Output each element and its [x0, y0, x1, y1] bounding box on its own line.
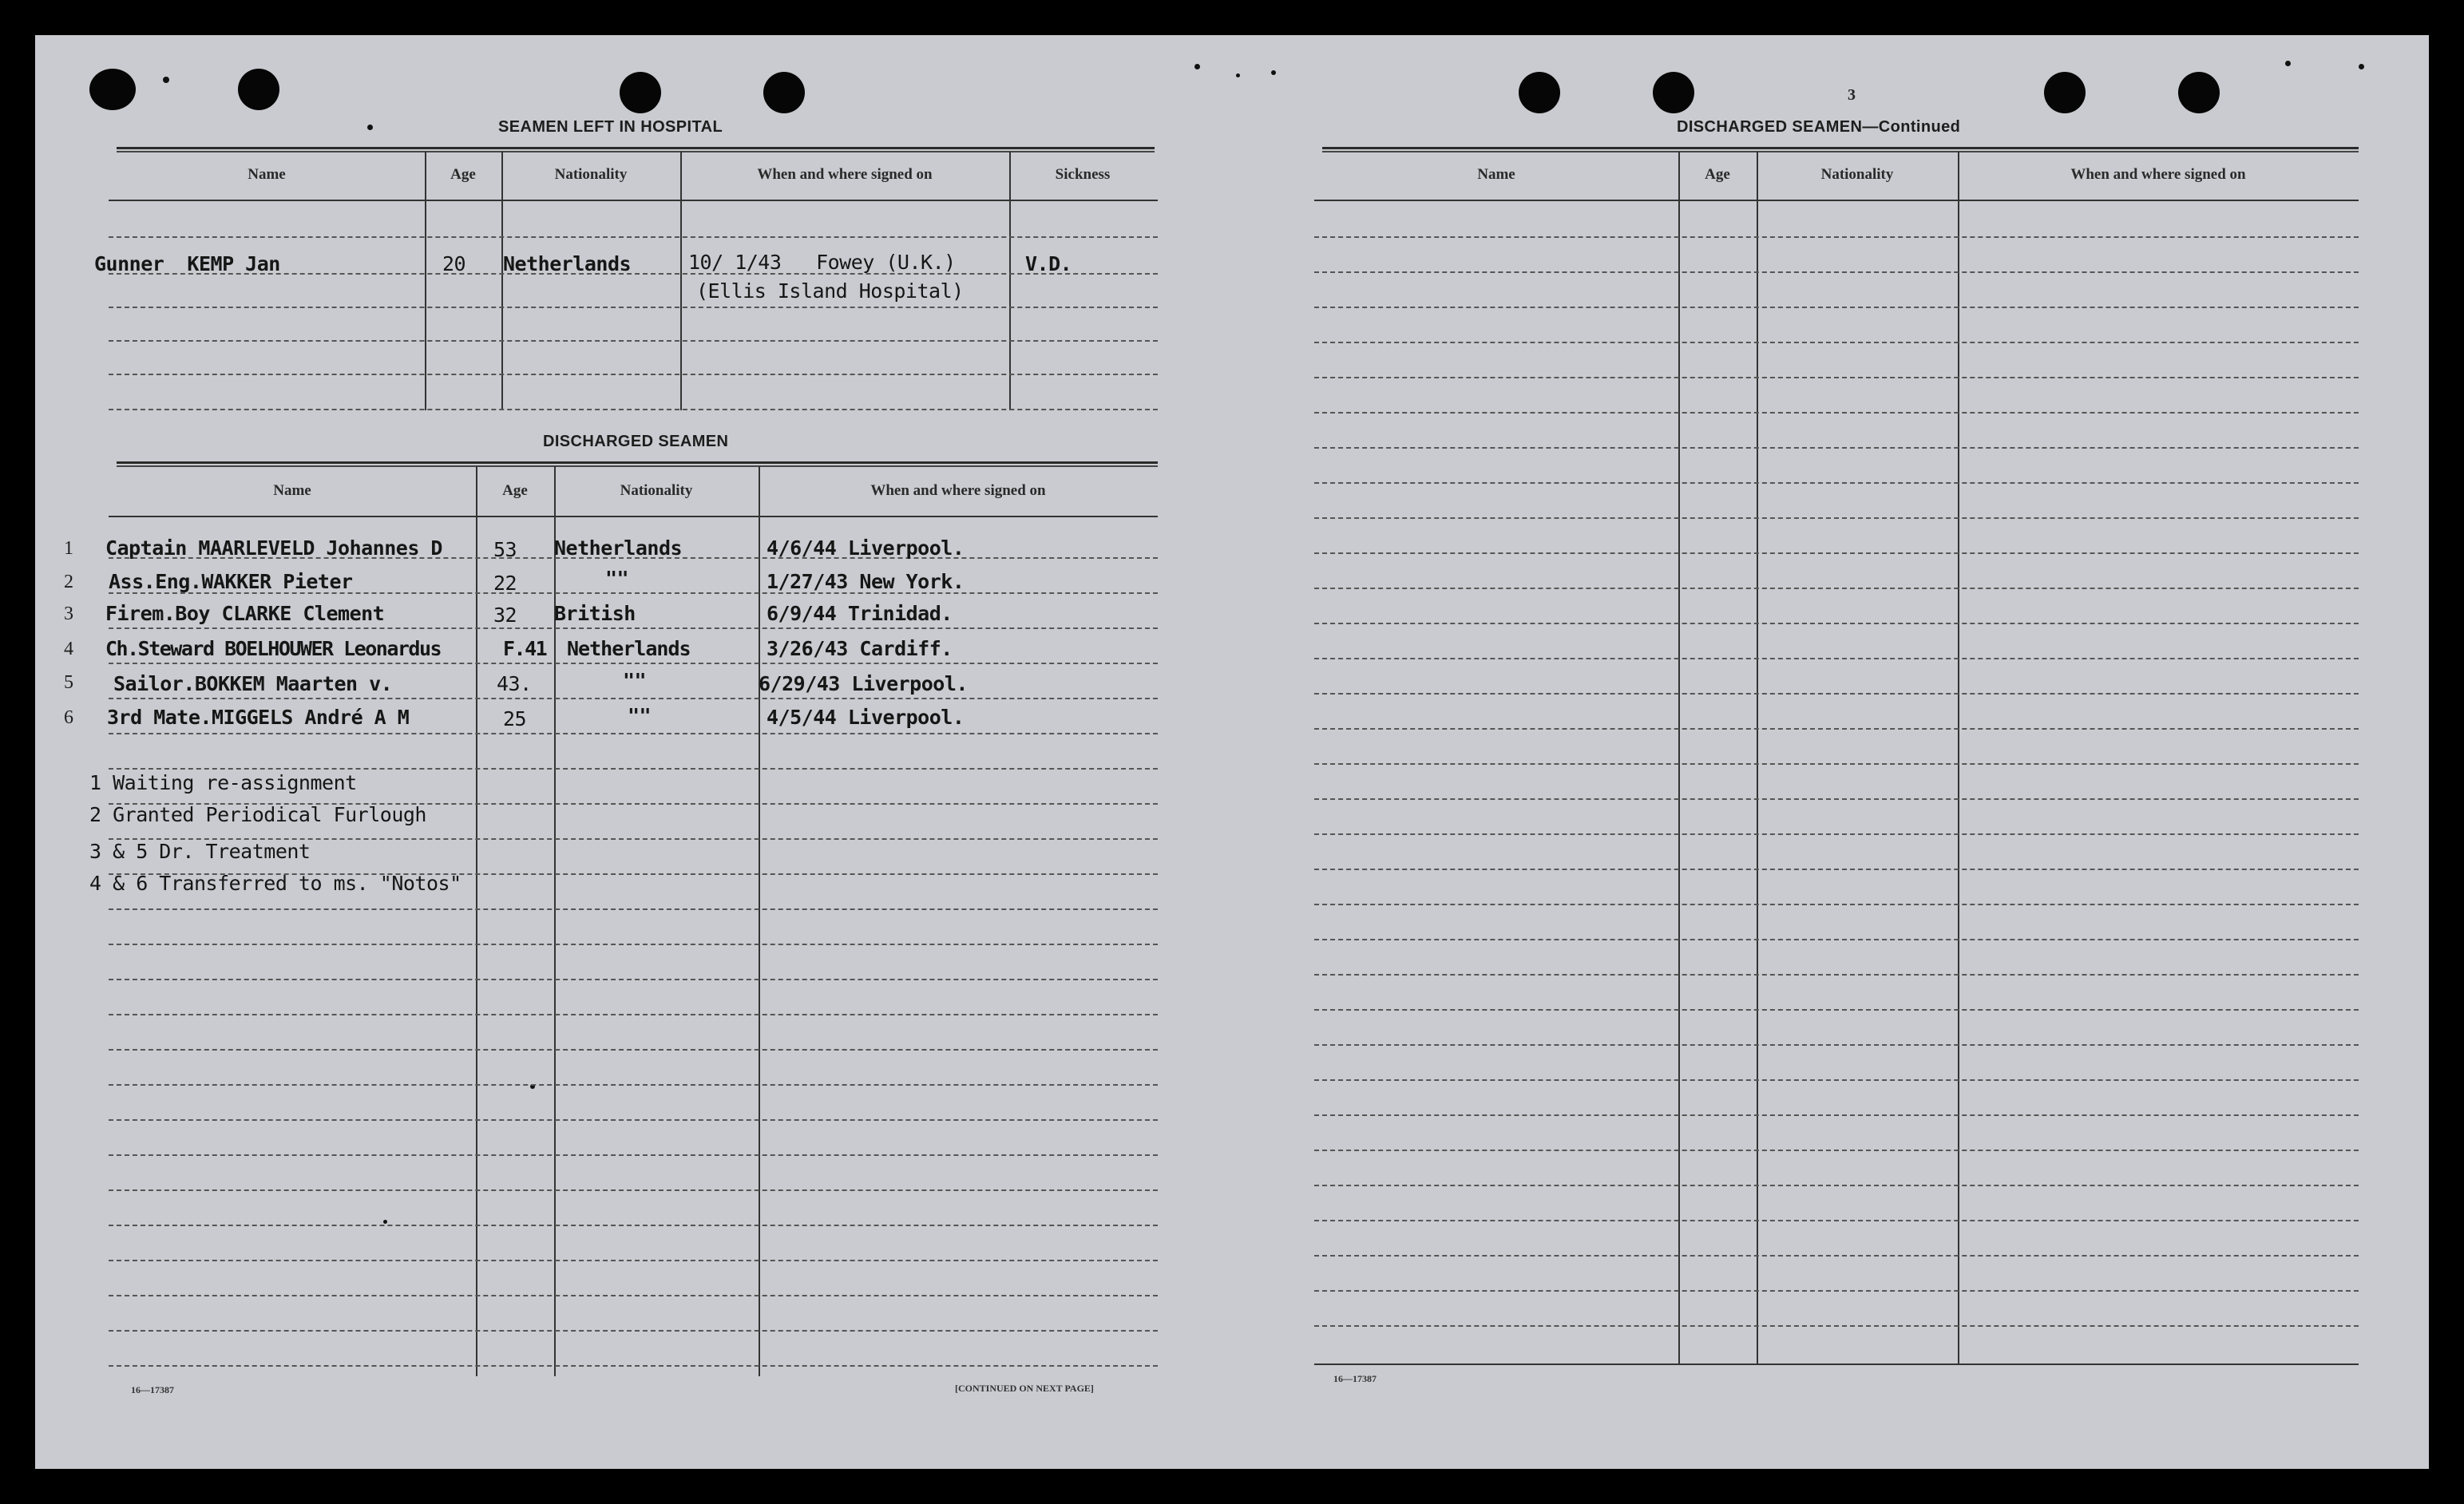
- header-underline: [109, 200, 1158, 201]
- right-header-age: Age: [1705, 166, 1730, 183]
- ruled-line: [109, 908, 1158, 910]
- hospital-entry-note: (Ellis Island Hospital): [696, 279, 964, 303]
- page-number: 3: [1848, 86, 1856, 104]
- entry-line: [109, 307, 1158, 308]
- speck: [2285, 61, 2291, 66]
- double-rule: [117, 147, 1155, 152]
- discharged-header-age: Age: [502, 482, 528, 499]
- form-number: 16—17387: [131, 1384, 174, 1395]
- form-number: 16—17387: [1333, 1373, 1377, 1384]
- ruled-line: [109, 1014, 1158, 1015]
- ruled-line: [1314, 552, 2359, 554]
- punch-hole: [763, 72, 805, 113]
- row-signed-on: 3/26/43 Cardiff.: [767, 637, 953, 660]
- ruled-line: [109, 1049, 1158, 1051]
- ruled-line: [1314, 728, 2359, 730]
- hospital-entry-age: 20: [442, 252, 466, 275]
- ruled-line: [109, 768, 1158, 770]
- ruled-line: [1314, 1255, 2359, 1257]
- ruled-line: [1314, 939, 2359, 940]
- column-divider: [1958, 152, 1959, 1365]
- punch-hole: [1653, 72, 1694, 113]
- row-age: 53: [493, 538, 517, 561]
- ruled-line: [1314, 1079, 2359, 1081]
- speck: [1236, 73, 1240, 77]
- ruled-line: [1314, 623, 2359, 624]
- ruled-line: [1314, 482, 2359, 484]
- ruled-line: [109, 1330, 1158, 1332]
- row-age: 32: [493, 604, 517, 627]
- ruled-line: [109, 979, 1158, 980]
- ruled-line: [109, 1119, 1158, 1121]
- entry-line: [109, 409, 1158, 410]
- punch-hole: [89, 69, 136, 110]
- column-divider: [425, 152, 426, 410]
- column-divider: [476, 466, 477, 1376]
- right-title-main: DISCHARGED SEAMEN: [1677, 118, 1863, 136]
- ruled-line: [1314, 447, 2359, 449]
- row-name: Firem.Boy CLARKE Clement: [105, 602, 385, 625]
- hospital-entry-name: Gunner KEMP Jan: [94, 252, 280, 275]
- discharge-note: 4 & 6 Transferred to ms. "Notos": [89, 872, 462, 895]
- ruled-line: [109, 1295, 1158, 1296]
- ruled-line: [1314, 342, 2359, 343]
- row-signed-on: 1/27/43 New York.: [767, 570, 965, 593]
- ruled-line: [1314, 517, 2359, 519]
- ruled-line: [1314, 236, 2359, 238]
- header-underline: [1314, 200, 2359, 201]
- ruled-line: [109, 698, 1158, 699]
- row-nationality: "": [605, 567, 629, 590]
- row-name: Captain MAARLEVELD Johannes D: [105, 536, 442, 560]
- row-age: 22: [493, 572, 517, 595]
- ruled-line: [1314, 588, 2359, 589]
- right-title-suffix: —Continued: [1862, 118, 1961, 136]
- row-name: 3rd Mate.MIGGELS André A M: [107, 706, 410, 729]
- discharged-section-title: DISCHARGED SEAMEN: [543, 433, 729, 450]
- ruled-line: [1314, 798, 2359, 800]
- ruled-line: [109, 733, 1158, 734]
- ruled-line: [1314, 1325, 2359, 1327]
- row-number: 5: [64, 672, 73, 693]
- row-age: F.41: [503, 637, 547, 660]
- discharged-header-nationality: Nationality: [620, 482, 693, 499]
- hospital-entry-signed-on: 10/ 1/43 Fowey (U.K.): [688, 251, 956, 274]
- row-name: Ch.Steward BOELHOUWER Leonardus: [105, 637, 442, 660]
- column-divider: [1009, 152, 1011, 410]
- ruled-line: [109, 1225, 1158, 1226]
- ruled-line: [1314, 377, 2359, 378]
- discharge-note: 2 Granted Periodical Furlough: [89, 803, 426, 826]
- punch-hole: [620, 72, 661, 113]
- punch-hole: [1519, 72, 1560, 113]
- punch-hole: [2178, 72, 2220, 113]
- column-divider: [680, 152, 682, 410]
- column-divider: [759, 466, 760, 1376]
- header-underline: [109, 516, 1158, 517]
- ruled-line: [109, 1365, 1158, 1367]
- hospital-header-name: Name: [248, 166, 286, 183]
- ruled-line: [1314, 833, 2359, 835]
- double-rule: [1322, 147, 2359, 152]
- row-name: Sailor.BOKKEM Maarten v.: [113, 672, 393, 695]
- discharged-header-name: Name: [273, 482, 311, 499]
- speck: [1271, 70, 1276, 75]
- row-nationality: Netherlands: [567, 637, 691, 660]
- hospital-entry-sickness: V.D.: [1025, 252, 1072, 275]
- row-number: 2: [64, 572, 73, 592]
- ruled-line: [1314, 1114, 2359, 1116]
- hospital-header-sickness: Sickness: [1055, 166, 1111, 183]
- ruled-line: [109, 663, 1158, 664]
- column-divider: [1757, 152, 1758, 1365]
- double-rule: [117, 461, 1158, 467]
- row-signed-on: 4/5/44 Liverpool.: [767, 706, 965, 729]
- continued-note: [CONTINUED ON NEXT PAGE]: [955, 1383, 1094, 1394]
- discharge-note: 3 & 5 Dr. Treatment: [89, 840, 311, 863]
- row-nationality: "": [623, 669, 647, 692]
- ruled-line: [1314, 1185, 2359, 1186]
- bottom-rule: [1314, 1363, 2359, 1365]
- hospital-section-title: SEAMEN LEFT IN HOSPITAL: [498, 118, 723, 136]
- ruled-line: [109, 1154, 1158, 1156]
- ruled-line: [1314, 271, 2359, 273]
- ruled-line: [1314, 869, 2359, 870]
- speck: [383, 1220, 387, 1224]
- row-number: 6: [64, 707, 73, 728]
- ruled-line: [109, 944, 1158, 945]
- ruled-line: [1314, 1044, 2359, 1046]
- ruled-line: [1314, 693, 2359, 695]
- document-sheet: [35, 35, 2429, 1469]
- hospital-entry-nationality: Netherlands: [503, 252, 632, 275]
- discharge-note: 1 Waiting re-assignment: [89, 771, 357, 794]
- row-nationality: British: [554, 602, 636, 625]
- entry-line: [109, 374, 1158, 375]
- row-age: 43.: [497, 672, 532, 695]
- ruled-line: [1314, 904, 2359, 905]
- row-nationality: "": [628, 704, 652, 727]
- entry-line: [109, 236, 1158, 238]
- hospital-header-nationality: Nationality: [554, 166, 628, 183]
- row-nationality: Netherlands: [554, 536, 683, 560]
- row-signed-on: 4/6/44 Liverpool.: [767, 536, 965, 560]
- column-divider: [501, 152, 503, 410]
- hospital-header-signed-on: When and where signed on: [757, 166, 933, 183]
- right-header-name: Name: [1477, 166, 1515, 183]
- row-number: 3: [64, 604, 73, 624]
- ruled-line: [1314, 1290, 2359, 1292]
- hospital-header-age: Age: [450, 166, 476, 183]
- ruled-line: [1314, 1220, 2359, 1221]
- speck: [163, 77, 169, 83]
- ruled-line: [109, 1084, 1158, 1086]
- ruled-line: [1314, 763, 2359, 765]
- ruled-line: [109, 1189, 1158, 1191]
- row-number: 4: [64, 639, 73, 659]
- row-name: Ass.Eng.WAKKER Pieter: [109, 570, 353, 593]
- punch-hole: [238, 69, 279, 110]
- speck: [367, 125, 373, 130]
- right-header-signed-on: When and where signed on: [2070, 166, 2246, 183]
- ruled-line: [1314, 412, 2359, 414]
- row-signed-on: 6/29/43 Liverpool.: [759, 672, 968, 695]
- entry-line: [109, 340, 1158, 342]
- speck: [1194, 64, 1200, 69]
- speck: [2359, 64, 2364, 69]
- ruled-line: [1314, 1009, 2359, 1011]
- ruled-line: [1314, 307, 2359, 308]
- row-signed-on: 6/9/44 Trinidad.: [767, 602, 953, 625]
- right-header-nationality: Nationality: [1820, 166, 1894, 183]
- discharged-header-signed-on: When and where signed on: [870, 482, 1046, 499]
- ruled-line: [1314, 974, 2359, 976]
- punch-hole: [2044, 72, 2086, 113]
- ruled-line: [109, 627, 1158, 629]
- ruled-line: [1314, 1150, 2359, 1151]
- ruled-line: [109, 1260, 1158, 1261]
- row-number: 1: [64, 538, 73, 559]
- column-divider: [1678, 152, 1680, 1365]
- ruled-line: [1314, 658, 2359, 659]
- row-age: 25: [503, 707, 527, 730]
- right-section-title: [1677, 118, 1960, 137]
